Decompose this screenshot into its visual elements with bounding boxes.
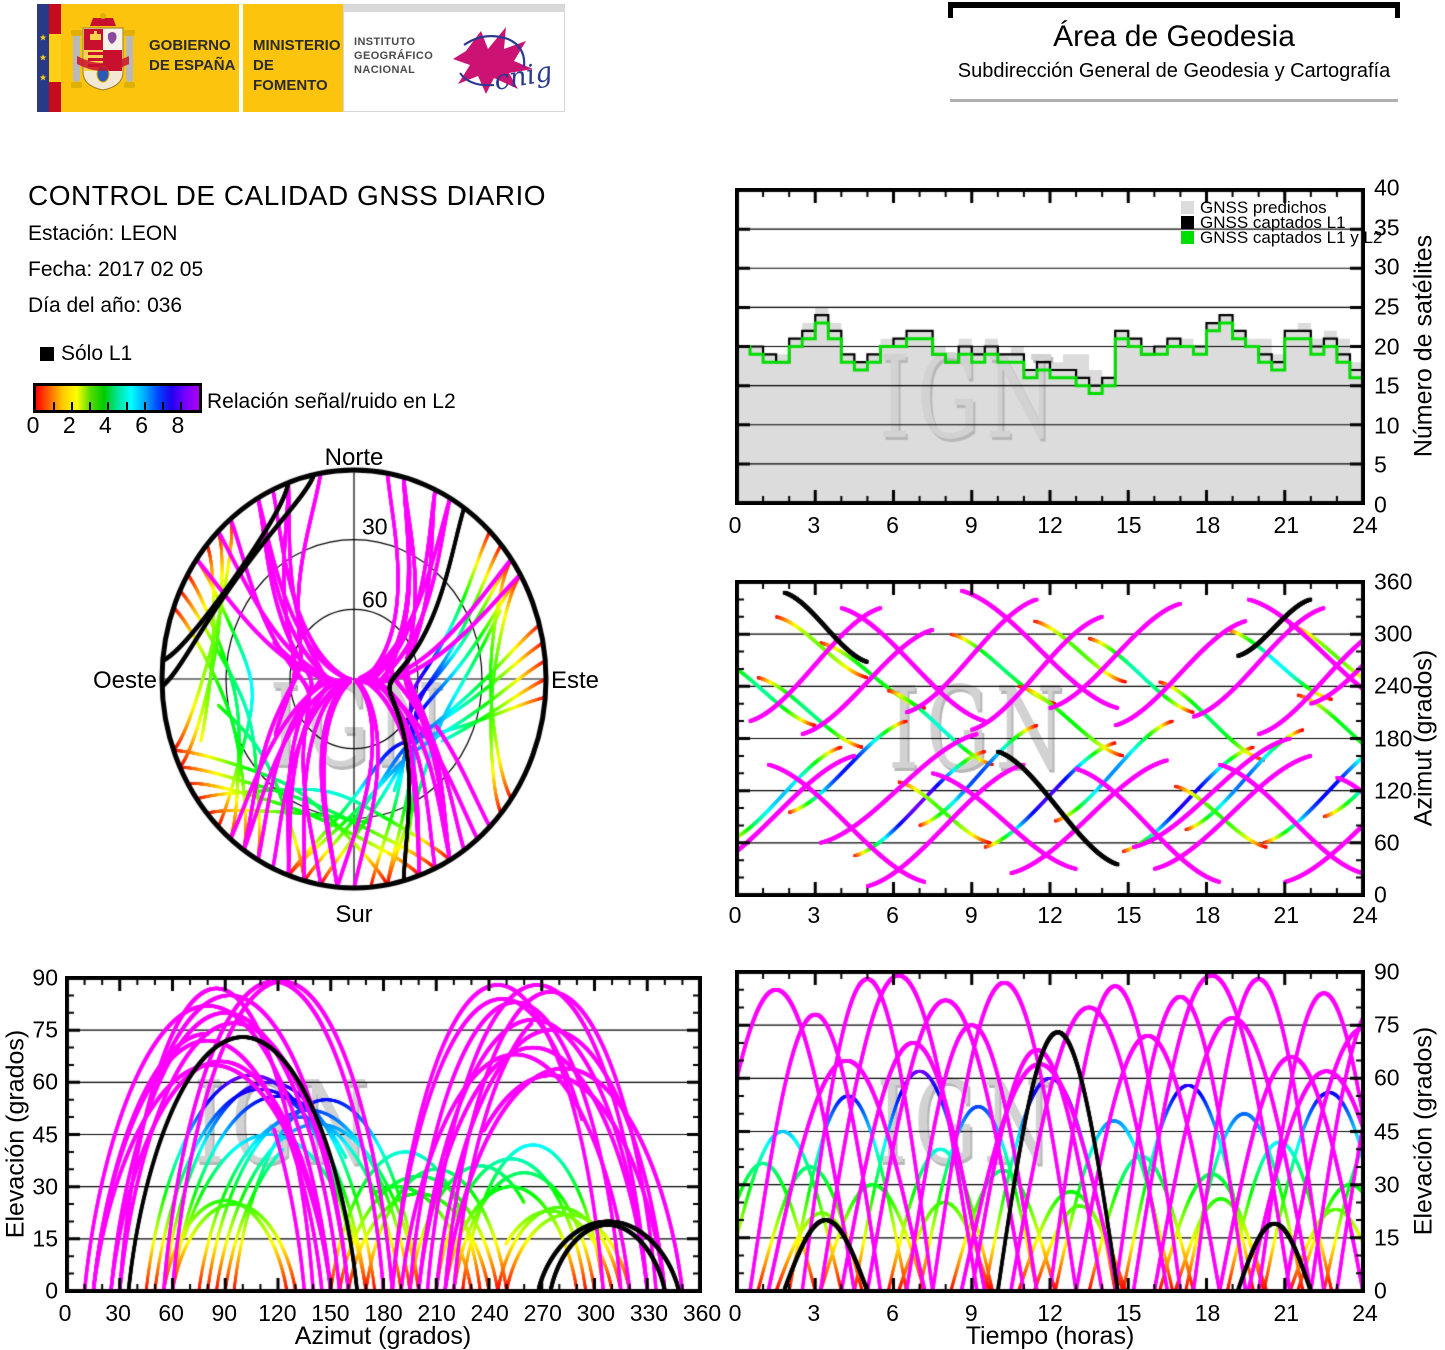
legend-swatch-gray xyxy=(1181,201,1194,214)
tick-label: 25 xyxy=(1374,293,1400,320)
tick-label: 120 xyxy=(1374,777,1413,804)
tick-label: 0 xyxy=(728,902,742,928)
colorbar-number: 8 xyxy=(171,412,185,438)
tick-label: 0 xyxy=(58,1300,72,1326)
tick-label: 15 xyxy=(1115,1300,1142,1326)
spain-coat-of-arms-icon xyxy=(67,12,139,104)
tick-label: 60 xyxy=(1374,1064,1400,1091)
tick-label: 12 xyxy=(1037,512,1063,538)
colorbar-number: 6 xyxy=(135,412,149,438)
area-header xyxy=(948,0,1400,108)
tick-label: 18 xyxy=(1194,512,1221,538)
tick-label: 240 xyxy=(1374,672,1413,699)
tick-label: 30 xyxy=(32,1173,58,1200)
date-line: Fecha: 2017 02 05 xyxy=(28,258,204,281)
tick-label: 180 xyxy=(364,1300,403,1326)
colorbar-number: 2 xyxy=(62,412,76,438)
colorbar-number: 4 xyxy=(99,412,112,438)
tick-label: 240 xyxy=(470,1300,509,1326)
tick-label: 9 xyxy=(964,902,978,928)
tick-label: 9 xyxy=(964,512,978,538)
tick-label: 21 xyxy=(1273,512,1300,538)
tick-label: 360 xyxy=(1374,568,1413,595)
colorbar-label: Relación señal/ruido en L2 xyxy=(207,390,456,413)
area-title: Área de Geodesia xyxy=(1053,20,1295,53)
tick-label: 18 xyxy=(1194,1300,1221,1326)
tick-label: 6 xyxy=(886,1300,899,1326)
legend-swatch-black xyxy=(1181,216,1194,229)
tick-label: 270 xyxy=(523,1300,562,1326)
tick-label: 45 xyxy=(32,1121,58,1147)
tick-label: 90 xyxy=(1374,958,1400,985)
spain-flag-strip xyxy=(49,4,61,112)
skyplot-ring60-label: 60 xyxy=(362,586,388,613)
tick-label: 6 xyxy=(886,512,899,538)
skyplot-ring30-label: 30 xyxy=(362,513,388,540)
tick-label: 6 xyxy=(886,902,899,928)
eu-star-icon: ★ xyxy=(38,52,48,63)
tick-label: 0 xyxy=(1374,881,1387,908)
skyplot-north-label: Norte xyxy=(324,444,384,471)
skyplot-canvas xyxy=(140,450,580,910)
c2-ylabel: Azimut (grados) xyxy=(1409,649,1438,827)
c3-xlabel: Tiempo (horas) xyxy=(965,1322,1135,1350)
tick-label: 24 xyxy=(1352,512,1378,538)
colorbar-tick xyxy=(162,402,164,410)
ministerio-label: MINISTERIO DE FOMENTO xyxy=(253,37,341,94)
azimuth-vs-time-chart xyxy=(735,580,1365,897)
area-header-topline xyxy=(948,2,1400,8)
tick-label: 330 xyxy=(629,1300,669,1326)
tick-label: 0 xyxy=(45,1277,58,1304)
tick-label: 21 xyxy=(1273,902,1300,928)
tick-label: 15 xyxy=(1374,1224,1400,1251)
c4-ylabel: Elevación (grados) xyxy=(1,1029,30,1239)
legend-row-predichos: GNSS predichos xyxy=(1181,201,1327,216)
tick-label: 0 xyxy=(728,1300,742,1326)
gobierno-banner xyxy=(61,4,239,112)
area-subtitle: Subdirección General de Geodesia y Cartografía xyxy=(957,60,1391,82)
ign-cnig-box xyxy=(343,4,565,112)
tick-label: 15 xyxy=(32,1225,58,1252)
gobierno-label: GOBIERNO DE ESPAÑA xyxy=(149,37,236,74)
tick-label: 9 xyxy=(964,1300,978,1326)
tick-label: 180 xyxy=(1374,725,1413,751)
tick-label: 12 xyxy=(1037,902,1063,928)
colorbar-tick xyxy=(71,402,73,410)
doy-line: Día del año: 036 xyxy=(28,294,183,317)
tick-label: 40 xyxy=(1374,174,1400,201)
page-title: CONTROL DE CALIDAD GNSS DIARIO xyxy=(28,180,547,211)
solo-l1-swatch xyxy=(40,347,54,361)
tick-label: 60 xyxy=(32,1068,58,1095)
tick-label: 300 xyxy=(1374,620,1413,647)
c3-ylabel: Elevación (grados) xyxy=(1409,1026,1438,1236)
instituto-label: INSTITUTO GEOGRÁFICO NACIONAL xyxy=(354,36,434,76)
snr-colorbar xyxy=(33,383,202,413)
tick-label: 3 xyxy=(807,902,821,928)
tick-label: 21 xyxy=(1273,1300,1300,1326)
colorbar-tick xyxy=(89,402,91,410)
legend-swatch-green xyxy=(1181,231,1194,244)
solo-l1-label: Sólo L1 xyxy=(61,342,133,365)
tick-label: 15 xyxy=(1115,902,1142,928)
c1-ylabel: Número de satélites xyxy=(1409,234,1438,458)
tick-label: 90 xyxy=(211,1300,238,1326)
tick-label: 24 xyxy=(1352,902,1378,928)
tick-label: 300 xyxy=(576,1300,616,1326)
tick-label: 3 xyxy=(807,1300,821,1326)
cnig-logo-icon xyxy=(436,21,560,101)
tick-label: 60 xyxy=(158,1300,184,1326)
elevation-vs-time-chart xyxy=(735,970,1365,1293)
colorbar-tick xyxy=(53,402,55,410)
tick-label: 0 xyxy=(1374,1277,1387,1304)
tick-label: 90 xyxy=(32,964,58,991)
legend-row-captados-l1: GNSS captados L1 xyxy=(1181,216,1346,231)
tick-label: 10 xyxy=(1374,412,1400,439)
tick-label: 15 xyxy=(1374,372,1400,399)
colorbar-tick xyxy=(144,402,146,410)
tick-label: 0 xyxy=(728,512,742,538)
tick-label: 24 xyxy=(1352,1300,1378,1326)
gov-banner xyxy=(37,4,565,112)
eu-flag-strip xyxy=(37,4,49,112)
tick-label: 15 xyxy=(1115,512,1142,538)
tick-label: 30 xyxy=(1374,1171,1400,1198)
tick-label: 60 xyxy=(1374,829,1400,856)
tick-label: 20 xyxy=(1374,333,1400,359)
tick-label: 35 xyxy=(1374,214,1400,241)
eu-star-icon: ★ xyxy=(38,72,48,83)
tick-label: 75 xyxy=(32,1016,58,1043)
station-line: Estación: LEON xyxy=(28,222,178,245)
colorbar-tick xyxy=(180,402,182,410)
c4-xlabel: Azimut (grados) xyxy=(294,1322,472,1350)
solo-l1-legend xyxy=(40,342,133,365)
skyplot-east-label: Este xyxy=(550,667,600,694)
tick-label: 120 xyxy=(258,1300,297,1326)
tick-label: 0 xyxy=(1374,491,1387,518)
tick-label: 18 xyxy=(1194,902,1221,928)
tick-label: 3 xyxy=(807,512,821,538)
ministerio-banner xyxy=(243,4,343,112)
eu-star-icon: ★ xyxy=(38,32,48,43)
tick-label: 30 xyxy=(105,1300,131,1326)
tick-label: 5 xyxy=(1374,451,1387,478)
tick-label: 45 xyxy=(1374,1118,1400,1144)
tick-label: 12 xyxy=(1037,1300,1063,1326)
skyplot-south-label: Sur xyxy=(335,901,373,928)
colorbar-tick xyxy=(126,402,128,410)
tick-label: 360 xyxy=(682,1300,722,1326)
colorbar-tick xyxy=(107,402,109,410)
tick-label: 150 xyxy=(311,1300,350,1326)
colorbar-number: 0 xyxy=(26,412,40,438)
legend-row-captados-l1l2: GNSS captados L1 y L2 xyxy=(1181,231,1382,246)
skyplot-west-label: Oeste xyxy=(92,667,158,694)
tick-label: 210 xyxy=(417,1300,456,1326)
svg-text:cnig: cnig xyxy=(491,56,555,97)
tick-label: 30 xyxy=(1374,253,1400,280)
tick-label: 75 xyxy=(1374,1011,1400,1038)
elevation-vs-azimuth-chart xyxy=(65,976,702,1293)
area-header-bottomline xyxy=(950,99,1398,102)
